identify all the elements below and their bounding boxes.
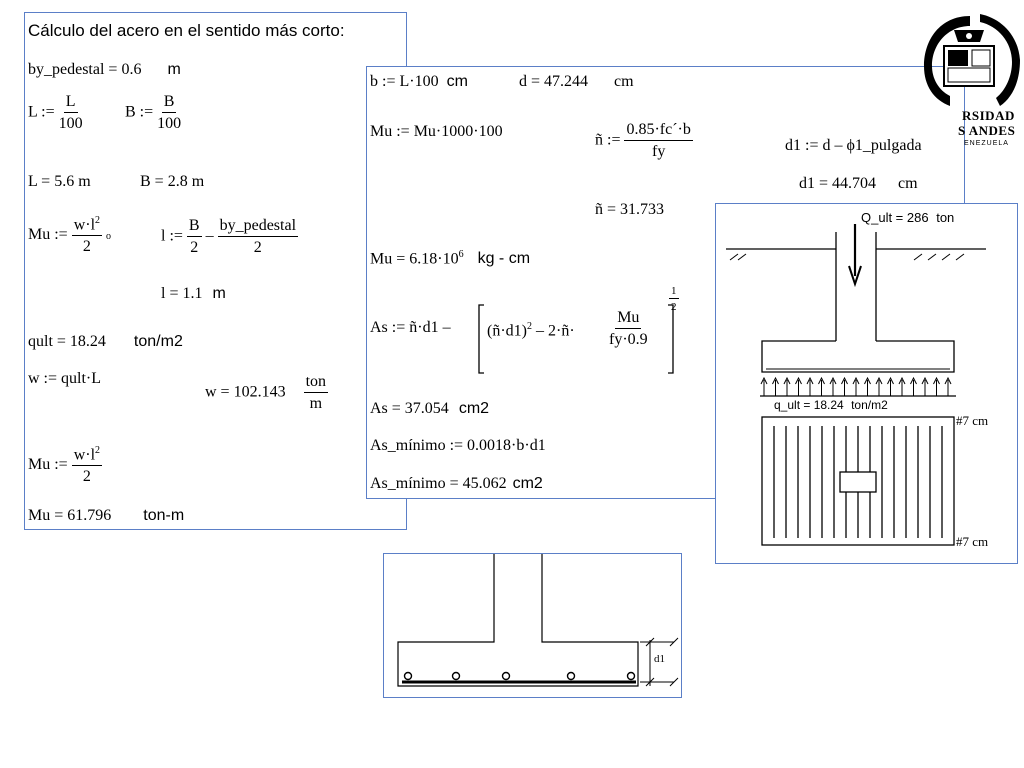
w-val-text: w = 102.143 [205, 383, 286, 401]
As-value [370, 400, 489, 418]
Mu2-fraction [72, 445, 102, 486]
w-unit-fraction [304, 373, 328, 412]
load-unit: ton [936, 210, 955, 225]
d1-dimension-label: d1 [654, 653, 665, 665]
l-minus: – [205, 227, 214, 245]
d-val-text: d = 47.244 [519, 73, 589, 90]
Mu2-num-text: w·l [73, 446, 96, 464]
soil-pressure-unit: ton/m2 [851, 398, 888, 412]
Asmin-value [370, 475, 543, 493]
footing-drawing [716, 204, 1019, 565]
Mu2-frac-num [72, 445, 102, 466]
Mu-conversion: Mu := Mu·1000·100 [370, 123, 503, 140]
Asmin-unit: cm2 [512, 475, 543, 492]
B-value: B = 2.8 m [140, 173, 205, 190]
logo-emblem [920, 10, 1024, 110]
n-def-lhs: ñ := [595, 131, 621, 149]
l-fraction-1 [187, 217, 202, 256]
footing-diagram-panel [715, 203, 1018, 564]
section-rebar-circles [405, 673, 635, 680]
d1-value [799, 175, 918, 193]
Mu-definition [28, 215, 111, 256]
l-definition [161, 217, 298, 256]
logo-text-line2: S ANDES [958, 123, 1016, 138]
As-fraction [609, 309, 648, 348]
section-drawing [384, 554, 683, 699]
Mu-frac-den: 2 [82, 237, 91, 255]
left-calc-panel [24, 12, 407, 530]
Mu2-num-exp: 2 [95, 445, 101, 456]
B-frac-den: 100 [157, 114, 182, 132]
w-unit-den: m [309, 394, 323, 412]
B-fraction [157, 93, 181, 132]
by-pedestal-value [28, 61, 181, 79]
Mu-def-marker: o [106, 230, 112, 242]
l-frac1-num: B [187, 217, 202, 237]
soil-pressure-value: q_ult = 18.24 [774, 398, 844, 412]
b-unit: cm [446, 73, 468, 90]
n-fraction [624, 121, 692, 160]
Mu-kg-exp: 6 [458, 249, 464, 260]
Mu-fraction [72, 215, 102, 256]
Mu-value [28, 507, 184, 525]
Mu-kgcm-value [370, 249, 530, 268]
l-value [161, 285, 226, 303]
l-frac2-num: by_pedestal [218, 217, 298, 237]
section-outline [398, 554, 638, 686]
L-value: L = 5.6 m [28, 173, 91, 190]
spacing-bottom-label: #7 cm [956, 534, 989, 549]
d1-val-text: d1 = 44.704 [799, 175, 877, 192]
n-frac-num: 0.85·fc´·b [624, 121, 692, 141]
spacing-top-label: #7 cm [956, 413, 989, 428]
As-inner-a: (ñ·d1) [487, 322, 527, 340]
l-frac2-den: 2 [253, 238, 262, 256]
Mu-num-text: w·l [73, 216, 96, 234]
Mu-def-lhs: Mu := [28, 225, 68, 243]
l-fraction-2 [218, 217, 298, 256]
b-definition [370, 73, 468, 91]
n-frac-den: fy [652, 142, 666, 160]
d1-unit: cm [898, 175, 918, 192]
soil-pressure-arrows [761, 378, 951, 396]
Mu-frac-num [72, 215, 102, 236]
Mu-num-exp: 2 [95, 215, 101, 226]
footing-section-panel [383, 553, 682, 698]
by-pedestal-text: by_pedestal = 0.6 [28, 61, 142, 78]
L-frac-den: 100 [58, 114, 83, 132]
As-power [669, 285, 679, 313]
qult-unit: ton/m2 [133, 333, 183, 350]
soil-pressure-label [774, 398, 888, 412]
logo-text-line3: ENEZUELA [964, 140, 1009, 147]
As-power-frac [669, 285, 679, 313]
qult-text: qult = 18.24 [28, 333, 106, 350]
panel-title: Cálculo del acero en el sentido más corto: [28, 21, 345, 40]
As-inner [487, 321, 575, 340]
footing-outline [762, 341, 954, 372]
b-def-text: b := L·100 [370, 73, 439, 90]
plan-column [840, 472, 876, 492]
Asmin-definition: As_mínimo := 0.0018·b·d1 [370, 437, 546, 454]
L-def-lhs: L := [28, 103, 55, 121]
As-power-den: 2 [671, 301, 677, 314]
d-value [519, 73, 634, 91]
L-definition [28, 93, 83, 132]
As-lhs: As := ñ·d1 – [370, 319, 451, 336]
As-inner-b: – 2·ñ· [535, 322, 575, 340]
l-frac1-den: 2 [190, 238, 199, 256]
Mu2-def-lhs: Mu := [28, 455, 68, 473]
As-power-num: 1 [669, 285, 679, 299]
logo-text-line1: RSIDAD [962, 108, 1015, 123]
l-unit: m [212, 285, 226, 302]
Mu-unit: ton-m [143, 507, 185, 524]
As-frac-den: fy·0.9 [609, 330, 648, 348]
Mu-val-text: Mu = 61.796 [28, 507, 112, 524]
load-value: Q_ult = 286 [861, 210, 929, 225]
Mu-definition-2 [28, 445, 102, 486]
l-val-text: l = 1.1 [161, 285, 203, 302]
n-value: ñ = 31.733 [595, 201, 665, 218]
ground-hatch [730, 254, 964, 260]
L-frac-num: L [64, 93, 78, 113]
B-frac-num: B [162, 93, 177, 113]
L-fraction [59, 93, 83, 132]
qult-value [28, 333, 183, 351]
load-label [861, 210, 954, 225]
As-val-text: As = 37.054 [370, 400, 449, 417]
Mu-kg-unit: kg - cm [477, 250, 531, 268]
Mu-kg-base: Mu = 6.18·10 [370, 250, 459, 268]
As-frac-num: Mu [615, 309, 641, 329]
n-definition [595, 121, 693, 160]
university-logo [920, 10, 1024, 170]
Asmin-val-text: As_mínimo = 45.062 [370, 475, 507, 492]
w-value [205, 373, 328, 412]
w-definition: w := qult·L [28, 370, 102, 387]
As-unit: cm2 [458, 400, 490, 417]
by-pedestal-unit: m [167, 61, 181, 78]
As-inner-a-exp: 2 [526, 321, 532, 332]
As-frac [609, 309, 648, 348]
l-def-lhs: l := [161, 227, 183, 245]
d1-definition: d1 := d – ϕ1_pulgada [785, 137, 922, 154]
B-def-lhs: B := [125, 103, 154, 121]
w-unit-num: ton [304, 373, 328, 393]
d-unit: cm [614, 73, 634, 90]
B-definition [125, 93, 181, 132]
Mu2-frac-den: 2 [82, 467, 91, 485]
